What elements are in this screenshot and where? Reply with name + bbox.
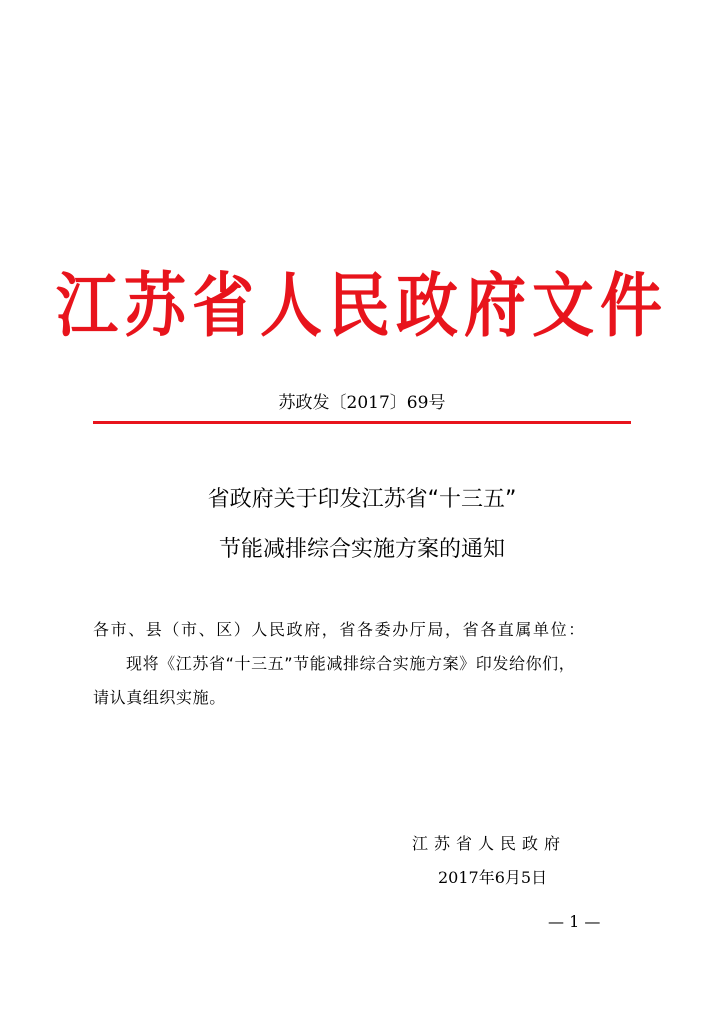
document-header-title: 江苏省人民政府文件	[55, 264, 668, 347]
body-paragraph-line-1: 现将《江苏省“十三五”节能减排综合实施方案》印发给你们，	[126, 654, 576, 673]
red-separator-line	[93, 421, 631, 424]
signature-date: 2017年6月5日	[438, 868, 548, 887]
document-title-line-1: 省政府关于印发江苏省“十三五”	[207, 487, 517, 512]
document-title-line-2: 节能减排综合实施方案的通知	[218, 537, 505, 562]
addressee-line: 各市、县（市、区）人民政府，省各委办厅局，省各直属单位：	[93, 620, 586, 639]
document-number: 苏政发〔2017〕69号	[278, 393, 446, 413]
signature-issuer: 江苏省人民政府	[412, 834, 567, 853]
page-number: — 1 —	[548, 912, 601, 931]
body-paragraph-line-2: 请认真组织实施。	[93, 688, 226, 707]
